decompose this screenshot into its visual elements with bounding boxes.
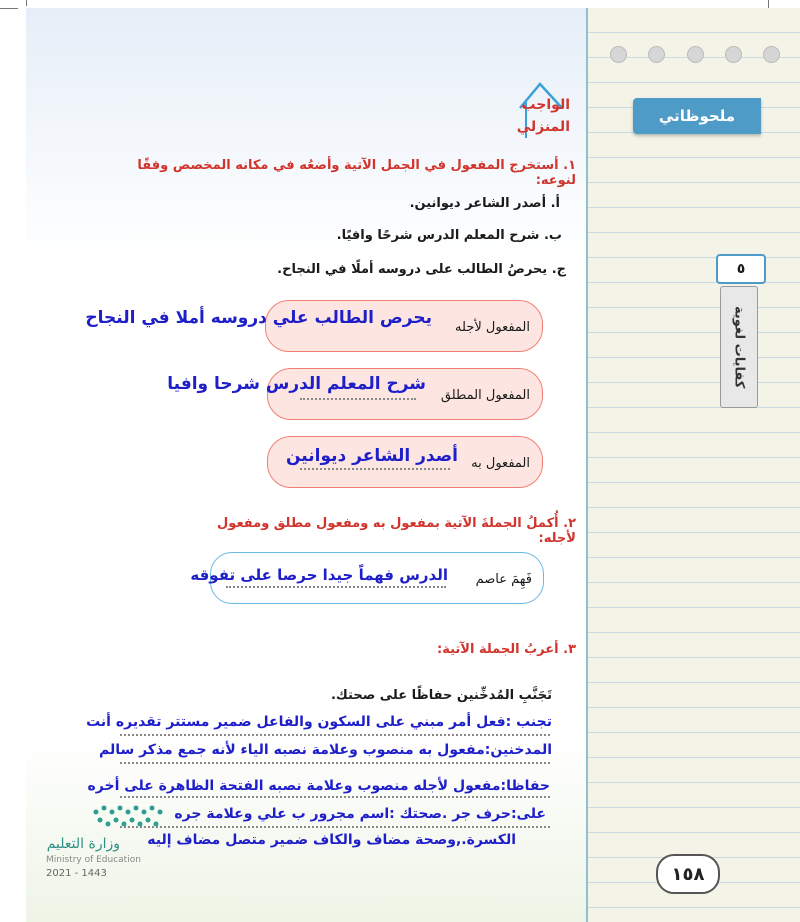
- answer-handwriting: أصدر الشاعر ديوانين: [286, 446, 458, 466]
- answer-dotted-line: [120, 796, 550, 798]
- binder-hole: [610, 46, 627, 63]
- answer-dotted-line: [120, 734, 550, 736]
- answer-handwriting: شرح المعلم الدرس شرحا وافيا: [167, 374, 426, 394]
- parse-answer-line: على:حرف جر .صحتك :اسم مجرور ب علي وعلامة جره: [174, 806, 546, 822]
- page-number: ١٥٨: [656, 854, 720, 894]
- sentence-a: أ. أصدر الشاعر ديوانين.: [409, 196, 560, 211]
- ministry-name-en: Ministry of Education: [46, 855, 141, 865]
- ministry-years: 2021 - 1443: [46, 868, 107, 879]
- binder-hole: [725, 46, 742, 63]
- parse-sentence: تَجَنَّبِ المُدخِّنين حفاظًا على صحتك.: [330, 688, 552, 703]
- completion-handwriting: الدرس فهماً جيدا حرصا على تفوقه: [190, 566, 448, 584]
- answer-handwriting: يحرص الطالب علي دروسه أملا في النجاح: [85, 308, 432, 328]
- answer-dotted-line: [226, 586, 446, 588]
- answer-box-label: المفعول به: [471, 456, 530, 471]
- binder-hole: [687, 46, 704, 63]
- homework-title: [512, 94, 570, 138]
- parse-answer-line: المدخنين:مفعول به منصوب وعلامة نصبه الياء لأنه جمع مذكر سالم: [98, 742, 552, 758]
- binder-hole: [763, 46, 780, 63]
- ministry-emblem-icon: [86, 800, 196, 830]
- question-3-prompt: ٣. أعربُ الجملة الآتية:: [437, 642, 576, 657]
- sentence-b: ب. شرح المعلم الدرس شرحًا وافيًا.: [336, 228, 562, 243]
- notes-tab: ملحوظاتي: [633, 98, 761, 134]
- parse-answer-line: حفاظا:مفعول لأجله منصوب وعلامة نصبه الفتحة الظاهرة على أخره: [87, 778, 550, 794]
- answer-dotted-line: [120, 762, 550, 764]
- question-2-prompt: ٢. أُكملُ الجملةَ الآتية بمفعول به ومفعول مطلق ومفعول لأجله:: [217, 516, 576, 546]
- answer-dotted-line: [300, 468, 450, 470]
- homework-title-line2: المنزلي: [516, 119, 570, 135]
- ministry-name-ar: وزارة التعليم: [46, 836, 120, 852]
- notes-column: [586, 8, 800, 922]
- unit-title-tab: كفايات لغوية: [720, 286, 758, 408]
- crop-mark: [0, 8, 18, 9]
- answer-dotted-line: [300, 398, 416, 400]
- question-1-prompt: ١. أستخرج المفعول في الجمل الآتية وأضعُه في مكانه المخصص وفقًا لنوعه:: [137, 158, 576, 188]
- unit-number: ٥: [716, 254, 766, 284]
- binder-hole: [648, 46, 665, 63]
- parse-answer-line: الكسرة.,وصحة مضاف والكاف ضمير متصل مضاف إليه: [147, 832, 516, 848]
- homework-title-line1: الواجب: [521, 97, 570, 113]
- answer-box-label: المفعول المطلق: [440, 388, 530, 403]
- crop-mark: [26, 0, 27, 6]
- completion-start: فَهِمَ عاصم: [475, 572, 532, 587]
- sentence-c: ج. يحرصُ الطالب على دروسه أملًا في النجاح.: [277, 262, 566, 277]
- parse-answer-line: تجنب :فعل أمر مبني على السكون والفاعل ضمير مستتر تقديره أنت: [86, 714, 552, 730]
- answer-box-label: المفعول لأجله: [455, 320, 530, 335]
- binder-holes: [610, 46, 780, 63]
